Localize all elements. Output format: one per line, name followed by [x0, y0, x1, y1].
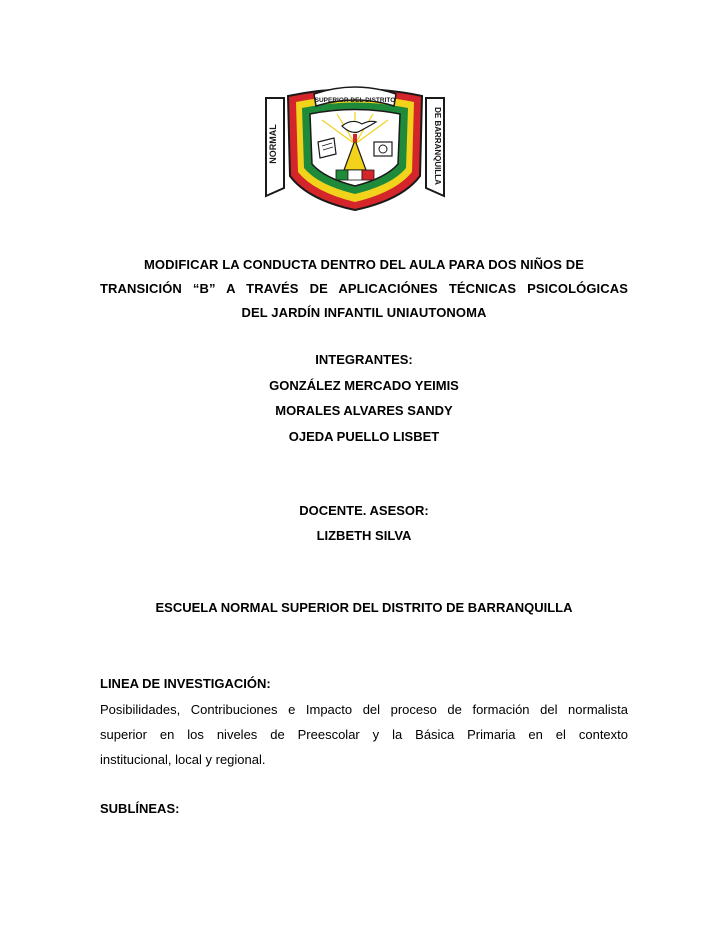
school-crest-icon — [262, 84, 448, 214]
docente-name: LIZBETH SILVA — [316, 528, 412, 543]
linea-text-line-3: institucional, local y regional. — [100, 752, 266, 767]
member-name: OJEDA PUELLO LISBET — [288, 429, 440, 444]
title-line-2: TRANSICIÓN “B” A TRAVÉS DE APLICACIÓNES TÉCNICAS PSICOLÓGICAS — [100, 281, 628, 296]
linea-text-line-2: superior en los niveles de Preescolar y la Básica Primaria en el contexto — [100, 727, 628, 742]
docente-heading: DOCENTE. ASESOR: — [299, 503, 429, 518]
linea-text-line-1: Posibilidades, Contribuciones e Impacto del proceso de formación del normalista — [100, 702, 628, 717]
member-name: MORALES ALVARES SANDY — [275, 403, 453, 418]
sublineas-heading: SUBLÍNEAS: — [100, 801, 180, 816]
integrantes-heading: INTEGRANTES: — [315, 352, 413, 367]
title-line-1: MODIFICAR LA CONDUCTA DENTRO DEL AULA PARA DOS NIÑOS DE — [143, 257, 585, 272]
crest-text-right: DE BARRANQUILLA — [433, 107, 442, 185]
crest-text-left: NORMAL — [268, 124, 278, 164]
linea-heading: LINEA DE INVESTIGACIÓN: — [100, 676, 271, 691]
school-name: ESCUELA NORMAL SUPERIOR DEL DISTRITO DE BARRANQUILLA — [155, 600, 573, 615]
title-line-3: DEL JARDÍN INFANTIL UNIAUTONOMA — [241, 305, 487, 320]
member-name: GONZÁLEZ MERCADO YEIMIS — [269, 378, 459, 393]
crest-text-top: SUPERIOR DEL DISTRITO — [314, 97, 396, 104]
